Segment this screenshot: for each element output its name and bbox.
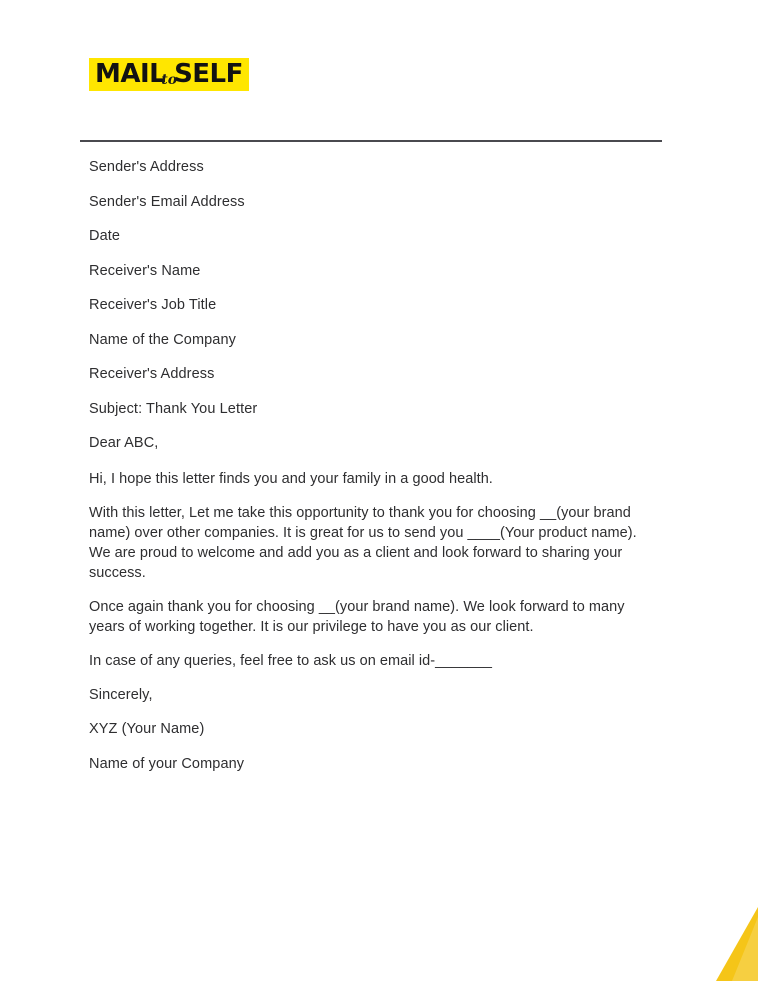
corner-wedge-decoration [702,907,758,981]
logo-highlight-block [89,58,249,91]
letter-sender-company: Name of your Company [89,755,245,772]
letter-subject: Subject: Thank You Letter [89,400,258,417]
letter-body [89,158,649,789]
logo-text-self: SELF [174,59,243,89]
letter-paragraph-body: With this letter, Let me take this opportunity to thank you for choosing __(your brand name) over other companies. It is great for us to send you ____(Your product name). We are proud to welcome and add you as a client and look forward to sharing your success. [89,504,637,581]
letter-closing-salutation: Sincerely, [89,686,153,703]
letter-field-senders-address: Sender's Address [89,159,204,175]
letter-paragraph-closing: Once again thank you for choosing __(your brand name). We look forward to many years of working together. It is our privilege to have you as our client. [89,598,625,635]
letter-paragraph-greeting: Hi, I hope this letter finds you and your family in a good health. [89,470,493,487]
letter-sender-name: XYZ (Your Name) [89,721,205,737]
letter-field-receivers-job-title: Receiver's Job Title [89,297,217,313]
letter-field-receivers-name: Receiver's Name [89,262,201,279]
letter-paragraph-queries: In case of any queries, feel free to ask us on email id-_______ [89,652,492,669]
letter-salutation: Dear ABC, [89,435,159,451]
logo-text-to: to [161,72,178,88]
corner-wedge-icon [702,907,758,981]
letter-field-company-name: Name of the Company [89,331,236,348]
logo-text-mail: MAIL [95,59,166,89]
site-logo [89,58,249,91]
letter-field-senders-email: Sender's Email Address [89,193,245,210]
letter-field-date: Date [89,228,121,244]
letter-field-receivers-address: Receiver's Address [89,366,215,382]
header-divider [80,140,662,142]
